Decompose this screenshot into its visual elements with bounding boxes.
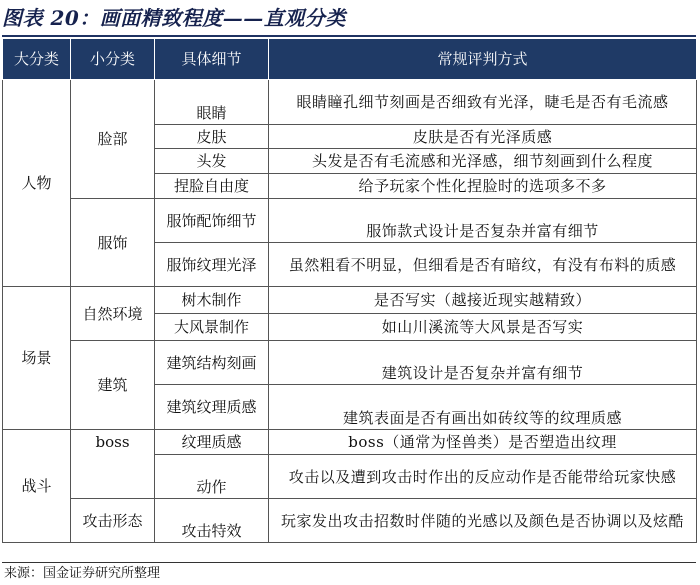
method-cell: 建筑表面是否有画出如砖纹等的纹理质感 [269,385,697,430]
detail-cell: 建筑结构刻画 [155,341,269,385]
method-cell: boss（通常为怪兽类）是否塑造出纹理 [269,430,697,455]
table-row [3,499,697,543]
table-row [3,199,697,243]
header-method: 常规评判方式 [269,39,697,80]
method-cell: 皮肤是否有光泽质感 [269,125,697,149]
method-cell: 虽然粗看不明显，但细看是否有暗纹，有没有布料的质感 [269,243,697,287]
detail-cell: 攻击特效 [155,499,269,543]
header-major-category: 大分类 [3,39,71,80]
method-cell: 攻击以及遭到攻击时作出的反应动作是否能带给玩家快感 [269,455,697,499]
group-scene: 场景 [3,287,71,430]
method-cell: 玩家发出攻击招数时伴随的光感以及颜色是否协调以及炫酷 [269,499,697,543]
detail-cell: 动作 [155,455,269,499]
detail-cell: 捏脸自由度 [155,174,269,199]
detail-cell: 树木制作 [155,287,269,314]
group-combat: 战斗 [3,430,71,543]
detail-cell: 建筑纹理质感 [155,385,269,430]
subgroup-clothing: 服饰 [71,199,155,287]
method-cell: 是否写实（越接近现实越精致） [269,287,697,314]
footer-divider [2,562,696,563]
method-cell: 建筑设计是否复杂并富有细节 [269,341,697,385]
detail-cell: 皮肤 [155,125,269,149]
subgroup-building: 建筑 [71,341,155,430]
detail-cell: 纹理质感 [155,430,269,455]
detail-cell: 服饰配饰细节 [155,199,269,243]
table-row [3,430,697,455]
subgroup-face: 脸部 [71,80,155,199]
classification-table [2,38,697,543]
method-cell: 如山川溪流等大风景是否写实 [269,314,697,341]
header-row [3,39,697,80]
title-divider [2,35,696,37]
method-cell: 头发是否有毛流感和光泽感，细节刻画到什么程度 [269,149,697,174]
subgroup-nature: 自然环境 [71,287,155,341]
method-cell: 眼睛瞳孔细节刻画是否细致有光泽，睫毛是否有毛流感 [269,80,697,125]
header-detail: 具体细节 [155,39,269,80]
table-row [3,287,697,314]
group-character: 人物 [3,80,71,287]
detail-cell: 服饰纹理光泽 [155,243,269,287]
detail-cell: 头发 [155,149,269,174]
table-row [3,80,697,125]
table-row [3,341,697,385]
subgroup-boss: boss [71,430,155,499]
method-cell: 给予玩家个性化捏脸时的选项多不多 [269,174,697,199]
method-cell: 服饰款式设计是否复杂并富有细节 [269,199,697,243]
detail-cell: 眼睛 [155,80,269,125]
detail-cell: 大风景制作 [155,314,269,341]
header-minor-category: 小分类 [71,39,155,80]
figure-title: 图表 20：画面精致程度——直观分类 [2,6,346,30]
source-note: 来源：国金证券研究所整理 [4,566,161,581]
subgroup-attack: 攻击形态 [71,499,155,543]
